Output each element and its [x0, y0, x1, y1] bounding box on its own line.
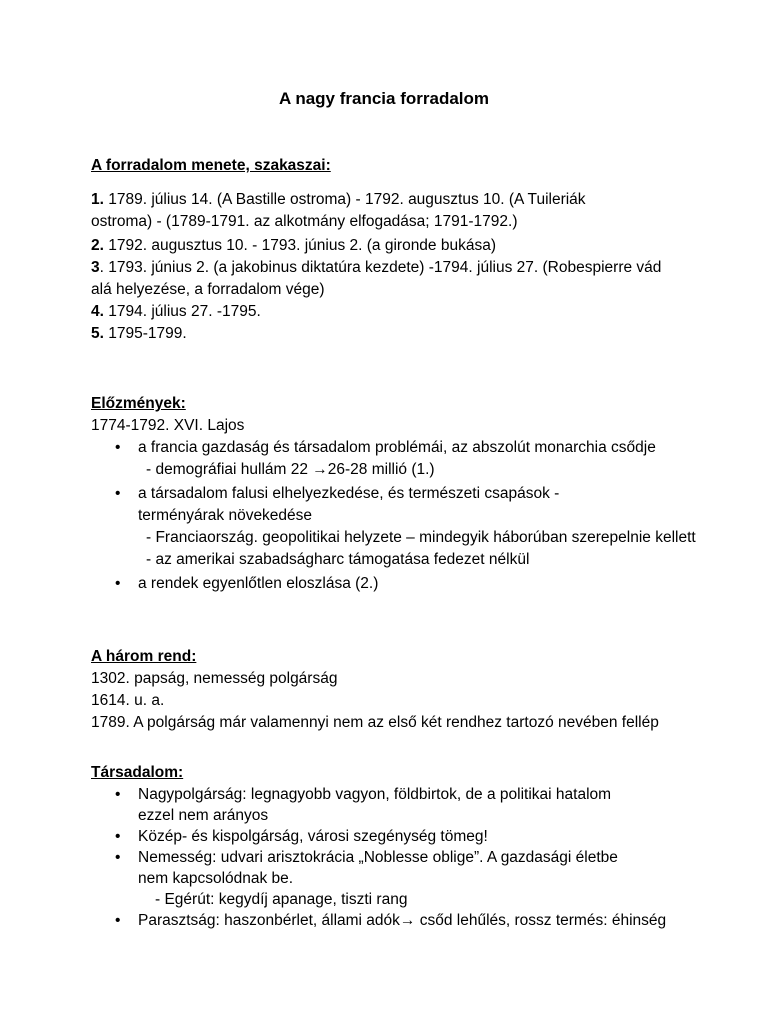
elozmenyek-list — [91, 483, 696, 527]
list-item: • a francia gazdaság és társadalom problémái, az abszolút monarchia csődje — [91, 437, 696, 459]
list-item: • Közép- és kispolgárság, városi szegénység tömeg! — [115, 828, 488, 845]
elozmenyek-list — [91, 437, 696, 459]
menete-item-4: 4. 1794. július 27. -1795. — [91, 303, 261, 320]
section-tarsadalom — [91, 762, 666, 931]
section-heading: Társadalom: — [91, 764, 184, 781]
rend-line-2: 1614. u. a. — [91, 692, 165, 709]
elozmenyek-list — [91, 573, 696, 595]
bullet: • — [115, 912, 121, 929]
bullet: • — [115, 485, 121, 502]
list-item: • Nemesség: udvari arisztokrácia „Noblesse oblige”. A gazdasági életbe nem kapcsolódnak be. — [115, 849, 618, 887]
list-item: • a rendek egyenlőtlen eloszlása (2.) — [91, 573, 696, 595]
elozmenyek-intro: 1774-1792. XVI. Lajos — [91, 417, 245, 434]
page-title: A nagy francia forradalom — [278, 89, 490, 108]
menete-item-3: 3. 1793. június 2. (a jakobinus diktatúra kezdete) -1794. július 27. (Robespierre vád alá helyezése, a forradalom vége) — [91, 259, 662, 298]
bullet: • — [115, 828, 121, 845]
bullet: • — [115, 786, 121, 803]
tarsadalom-list — [91, 910, 666, 931]
section-heading: A három rend: — [91, 648, 197, 665]
list-item: • Nagypolgárság: legnagyobb vagyon, földbirtok, de a politikai hatalom ezzel nem arányos — [115, 786, 612, 824]
section-heading: A forradalom menete, szakaszai: — [91, 157, 331, 174]
sub-item: - az amerikai szabadságharc támogatása fedezet nélkül — [146, 551, 530, 568]
section-menete-heading — [91, 155, 331, 177]
rend-line-3: 1789. A polgárság már valamennyi nem az első két rendhez tartozó nevében fellép — [91, 714, 659, 731]
sub-item: - Franciaország. geopolitikai helyzete – mindegyik háborúban szerepelnie kellett — [146, 529, 696, 546]
bullet: • — [115, 849, 121, 866]
sub-item: - demográfiai hullám 22 →26-28 millió (1.) — [146, 461, 435, 478]
menete-item-1: 1. 1789. július 14. (A Bastille ostroma) - 1792. augusztus 10. (A Tuileriák ostroma) - (1789-1791. az alkotmány elfogadása; 1791-1792.) — [91, 191, 586, 230]
section-heading: Előzmények: — [91, 395, 186, 412]
section-harom-rend — [91, 646, 659, 734]
tarsadalom-list — [91, 784, 666, 889]
section-elozmenyek — [91, 393, 696, 595]
menete-item-5: 5. 1795-1799. — [91, 325, 187, 342]
bullet: • — [115, 575, 121, 592]
sub-item: - Egérút: kegydíj apanage, tiszti rang — [155, 891, 408, 908]
bullet: • — [115, 439, 121, 456]
menete-item-2: 2. 1792. augusztus 10. - 1793. június 2. (a gironde bukása) — [91, 237, 497, 254]
rend-line-1: 1302. papság, nemesség polgárság — [91, 670, 338, 687]
menete-list — [91, 189, 671, 345]
list-item: • Parasztság: haszonbérlet, állami adók→ csőd lehűlés, rossz termés: éhinség — [115, 912, 667, 929]
list-item: • a társadalom falusi elhelyezkedése, és természeti csapások - terményárak növekedése — [115, 485, 560, 524]
